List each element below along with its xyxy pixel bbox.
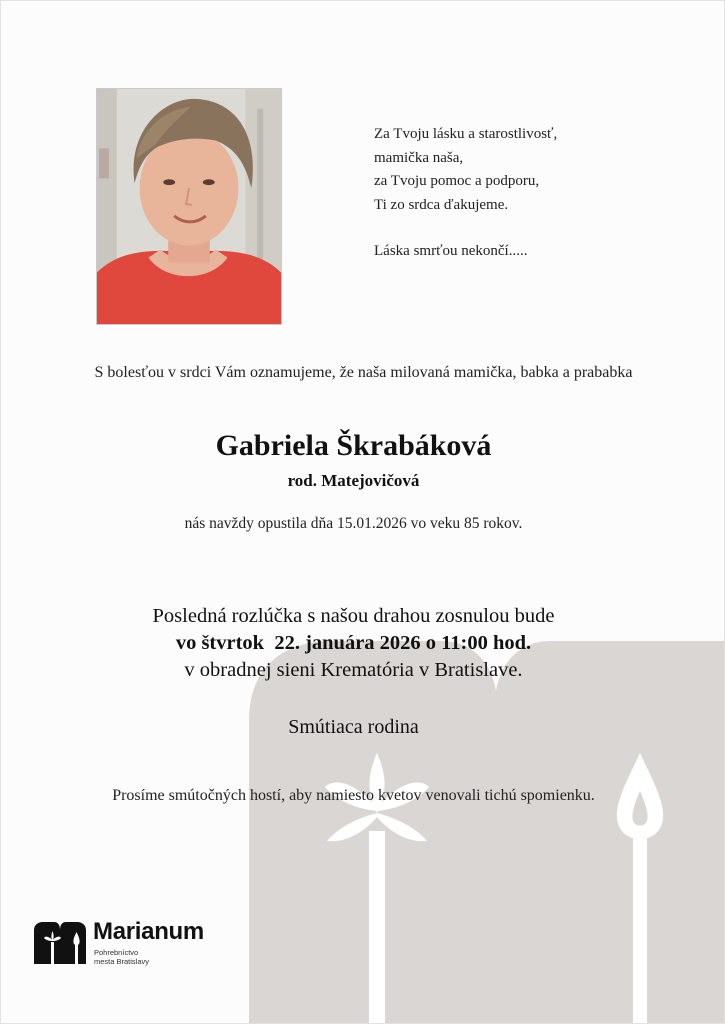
family-signature: Smútiaca rodina [288,716,419,738]
poem-line: za Tvoju pomoc a podporu, [374,173,540,189]
farewell-date-time: vo štvrtok 22. januára 2026 o 11:00 hod. [175,632,532,654]
poem-line: Za Tvoju lásku a starostlivosť, [374,126,558,142]
poem-closing: Láska smrťou nekončí..... [374,243,528,259]
guest-request: Prosíme smútočných hostí, aby namiesto kvetov venovali tichú spomienku. [112,787,595,804]
maiden-name: rod. Matejovičová [287,471,420,490]
logo-subtitle-line: mesta Bratislavy [94,957,150,966]
logo-subtitle [94,948,149,966]
marianum-logo [34,919,234,967]
announcement-intro: S bolesťou v srdci Vám oznamujeme, že naša milovaná mamička, babka a prababka [94,364,633,381]
farewell-details [1,603,706,684]
marianum-m-icon [34,922,86,964]
poem-line: Ti zo srdca ďakujeme. [374,196,509,213]
logo-subtitle-line: Pohrebníctvo [94,948,139,957]
poem-line: mamička naša, [374,149,464,166]
death-notice: nás navždy opustila dňa 15.01.2026 vo veku 85 rokov. [184,515,523,532]
farewell-line: Posledná rozlúčka s našou drahou zosnulou bude [152,605,555,627]
poem [374,123,694,264]
deceased-name: Gabriela Škrabáková [215,429,492,462]
deceased-portrait-photo [96,88,282,325]
farewell-location: v obradnej sieni Krematória v Bratislave. [184,659,523,681]
logo-name: Marianum [93,918,204,945]
